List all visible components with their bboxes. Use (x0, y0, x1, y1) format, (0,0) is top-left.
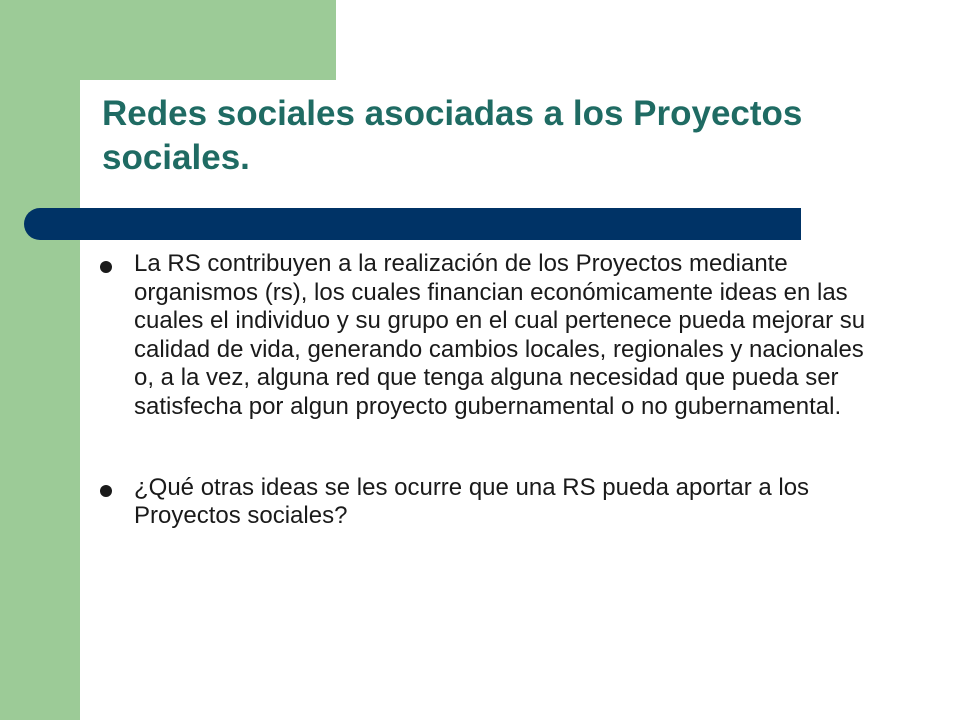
slide-title: Redes sociales asociadas a los Proyectos sociales. (102, 94, 803, 177)
top-accent-block (0, 0, 336, 80)
bullet-text-1: La RS contribuyen a la realización de los Proyectos mediante organismos (rs), los cuales financian económicamente ideas en las cuales el individuo y su grupo en el cual pertenece pueda mejorar su calidad de vida, generando cambios locales, regionales y nacionales o, a la vez, alguna red que tenga alguna necesidad que pueda ser satisfecha por algun proyecto gubernamental o no gubernamental. (134, 250, 866, 420)
bullet-dot-icon (100, 485, 112, 497)
left-accent-bar (0, 0, 80, 720)
bullet-list (100, 250, 870, 531)
bullet-item-2 (100, 474, 870, 531)
title-divider-bar (24, 208, 801, 240)
bullet-dot-icon (100, 261, 112, 273)
bullet-text-2: ¿Qué otras ideas se les ocurre que una RS pueda aportar a los Proyectos sociales? (134, 473, 810, 530)
bullet-item-1 (100, 250, 870, 422)
